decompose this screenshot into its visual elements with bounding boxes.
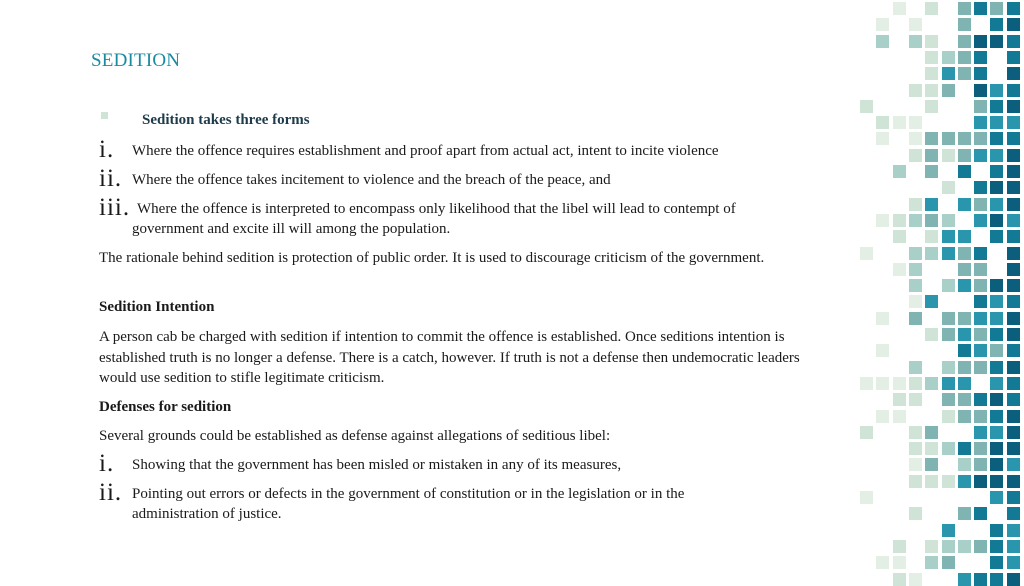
- mosaic-tile: [974, 263, 987, 276]
- mosaic-tile: [909, 35, 922, 48]
- mosaic-tile: [1007, 18, 1020, 31]
- mosaic-tile: [1007, 2, 1020, 15]
- mosaic-tile: [909, 214, 922, 227]
- mosaic-tile: [990, 540, 1003, 553]
- mosaic-tile: [1007, 279, 1020, 292]
- mosaic-tile: [990, 149, 1003, 162]
- mosaic-tile: [860, 426, 873, 439]
- mosaic-tile: [942, 475, 955, 488]
- mosaic-tile: [958, 35, 971, 48]
- mosaic-tile: [942, 410, 955, 423]
- mosaic-tile: [974, 247, 987, 260]
- mosaic-tile: [974, 35, 987, 48]
- mosaic-tile: [925, 2, 938, 15]
- mosaic-tile: [958, 149, 971, 162]
- form-item-3-line-2: government and excite ill will among the population.: [132, 221, 451, 237]
- mosaic-tile: [942, 247, 955, 260]
- mosaic-tile: [990, 279, 1003, 292]
- mosaic-tile: [925, 556, 938, 569]
- mosaic-tile: [909, 132, 922, 145]
- mosaic-tile: [876, 312, 889, 325]
- mosaic-tile: [958, 328, 971, 341]
- mosaic-tile: [974, 344, 987, 357]
- mosaic-tile: [974, 67, 987, 80]
- mosaic-tile: [990, 442, 1003, 455]
- mosaic-tile: [958, 442, 971, 455]
- mosaic-tile: [958, 393, 971, 406]
- mosaic-tile: [990, 361, 1003, 374]
- mosaic-tile: [893, 410, 906, 423]
- mosaic-tile: [909, 458, 922, 471]
- mosaic-tile: [990, 214, 1003, 227]
- numeral-i: i.: [99, 136, 115, 163]
- mosaic-tile: [974, 84, 987, 97]
- mosaic-tile: [990, 556, 1003, 569]
- mosaic-tile: [1007, 328, 1020, 341]
- mosaic-tile: [990, 198, 1003, 211]
- defense-item-2-line-2: administration of justice.: [132, 506, 282, 522]
- intention-heading: Sedition Intention: [99, 299, 215, 315]
- mosaic-tile: [893, 165, 906, 178]
- form-item-2: Where the offence takes incitement to violence and the breach of the peace, and: [132, 172, 611, 188]
- mosaic-tile: [990, 328, 1003, 341]
- mosaic-tile: [974, 328, 987, 341]
- mosaic-tile: [990, 230, 1003, 243]
- mosaic-tile: [925, 198, 938, 211]
- mosaic-tile: [974, 393, 987, 406]
- mosaic-tile: [1007, 377, 1020, 390]
- mosaic-tile: [958, 507, 971, 520]
- mosaic-tile: [958, 198, 971, 211]
- mosaic-tile: [974, 573, 987, 586]
- mosaic-tile: [1007, 247, 1020, 260]
- mosaic-tile: [958, 361, 971, 374]
- rationale-paragraph: The rationale behind sedition is protection of public order. It is used to discourage criticism of the government.: [99, 250, 765, 266]
- mosaic-tile: [990, 116, 1003, 129]
- mosaic-tile: [909, 507, 922, 520]
- mosaic-tile: [958, 377, 971, 390]
- mosaic-tile: [909, 393, 922, 406]
- mosaic-tile: [942, 279, 955, 292]
- mosaic-tile: [974, 132, 987, 145]
- mosaic-tile: [909, 377, 922, 390]
- mosaic-tile: [1007, 230, 1020, 243]
- mosaic-tile: [909, 312, 922, 325]
- mosaic-tile: [860, 491, 873, 504]
- mosaic-tile: [925, 149, 938, 162]
- mosaic-tile: [1007, 540, 1020, 553]
- mosaic-tile: [958, 67, 971, 80]
- numeral-ii: ii.: [99, 165, 123, 192]
- mosaic-tile: [974, 198, 987, 211]
- mosaic-tile: [925, 132, 938, 145]
- mosaic-tile: [974, 507, 987, 520]
- mosaic-tile: [958, 132, 971, 145]
- mosaic-tile: [1007, 51, 1020, 64]
- mosaic-tile: [990, 393, 1003, 406]
- mosaic-tile: [909, 279, 922, 292]
- mosaic-tile: [942, 132, 955, 145]
- mosaic-tile: [1007, 442, 1020, 455]
- defense-numeral-ii: ii.: [99, 479, 123, 506]
- mosaic-tile: [925, 540, 938, 553]
- mosaic-tile: [942, 51, 955, 64]
- mosaic-tile: [876, 214, 889, 227]
- bullet-square-icon: [101, 112, 108, 119]
- mosaic-tile: [893, 116, 906, 129]
- mosaic-tile: [990, 312, 1003, 325]
- mosaic-tile: [990, 377, 1003, 390]
- mosaic-tile: [974, 442, 987, 455]
- mosaic-tile: [909, 442, 922, 455]
- mosaic-tile: [860, 377, 873, 390]
- mosaic-tile: [942, 540, 955, 553]
- mosaic-tile: [925, 458, 938, 471]
- mosaic-tile: [909, 149, 922, 162]
- mosaic-tile: [1007, 116, 1020, 129]
- mosaic-tile: [876, 116, 889, 129]
- mosaic-tile: [942, 230, 955, 243]
- mosaic-tile: [990, 132, 1003, 145]
- mosaic-tile: [974, 2, 987, 15]
- defenses-heading: Defenses for sedition: [99, 399, 232, 415]
- mosaic-tile: [990, 295, 1003, 308]
- mosaic-tile: [942, 181, 955, 194]
- mosaic-tile: [942, 84, 955, 97]
- mosaic-tile: [958, 2, 971, 15]
- mosaic-tile: [925, 67, 938, 80]
- mosaic-tile: [942, 393, 955, 406]
- defense-numeral-i: i.: [99, 450, 115, 477]
- mosaic-tile: [990, 181, 1003, 194]
- mosaic-tile: [1007, 214, 1020, 227]
- mosaic-tile: [909, 18, 922, 31]
- mosaic-tile: [876, 18, 889, 31]
- mosaic-tile: [1007, 344, 1020, 357]
- mosaic-tile: [909, 426, 922, 439]
- mosaic-tile: [925, 214, 938, 227]
- mosaic-tile: [974, 410, 987, 423]
- mosaic-tile: [990, 84, 1003, 97]
- mosaic-tile: [990, 410, 1003, 423]
- mosaic-tile: [990, 573, 1003, 586]
- mosaic-tile: [958, 263, 971, 276]
- mosaic-tile: [942, 67, 955, 80]
- mosaic-tile: [942, 149, 955, 162]
- mosaic-tile: [942, 377, 955, 390]
- mosaic-tile: [925, 165, 938, 178]
- mosaic-tile: [876, 344, 889, 357]
- mosaic-tile: [958, 247, 971, 260]
- mosaic-tile: [958, 18, 971, 31]
- mosaic-tile: [860, 247, 873, 260]
- mosaic-tile: [1007, 475, 1020, 488]
- mosaic-tile: [974, 475, 987, 488]
- mosaic-tile: [958, 458, 971, 471]
- mosaic-tile: [958, 51, 971, 64]
- mosaic-tile: [909, 116, 922, 129]
- mosaic-tile: [990, 458, 1003, 471]
- mosaic-tile: [974, 426, 987, 439]
- forms-heading: Sedition takes three forms: [142, 112, 310, 128]
- mosaic-tile: [958, 344, 971, 357]
- mosaic-tile: [925, 247, 938, 260]
- mosaic-tile: [1007, 312, 1020, 325]
- mosaic-tile: [925, 475, 938, 488]
- mosaic-tile: [958, 312, 971, 325]
- mosaic-tile: [909, 247, 922, 260]
- mosaic-tile: [990, 100, 1003, 113]
- mosaic-tile: [1007, 458, 1020, 471]
- mosaic-tile: [942, 312, 955, 325]
- mosaic-tile: [1007, 84, 1020, 97]
- mosaic-tile: [942, 556, 955, 569]
- defenses-intro: Several grounds could be established as defense against allegations of seditious libel:: [99, 428, 611, 444]
- mosaic-tile: [958, 279, 971, 292]
- mosaic-tile: [1007, 35, 1020, 48]
- mosaic-tile: [1007, 149, 1020, 162]
- mosaic-tile: [1007, 573, 1020, 586]
- mosaic-tile: [893, 377, 906, 390]
- mosaic-tile: [974, 149, 987, 162]
- mosaic-tile: [990, 165, 1003, 178]
- mosaic-tile: [876, 132, 889, 145]
- mosaic-tile: [876, 377, 889, 390]
- mosaic-tile: [925, 84, 938, 97]
- intention-paragraph: A person cab be charged with sedition if intention to commit the offence is established. Once seditions intention is established truth is no longer a defense. There is a catch, however. If truth is not a defense then undemocratic leaders would use sedition to stifle legitimate criticism.: [99, 329, 800, 386]
- mosaic-tile: [990, 524, 1003, 537]
- mosaic-tile: [974, 458, 987, 471]
- mosaic-tile: [893, 573, 906, 586]
- mosaic-tile: [990, 2, 1003, 15]
- mosaic-tile: [1007, 295, 1020, 308]
- numeral-iii: iii.: [99, 194, 131, 221]
- mosaic-tile: [990, 344, 1003, 357]
- mosaic-tile: [974, 214, 987, 227]
- mosaic-tile: [925, 295, 938, 308]
- mosaic-tile: [893, 540, 906, 553]
- mosaic-tile: [876, 410, 889, 423]
- mosaic-tile: [990, 35, 1003, 48]
- mosaic-tile: [974, 100, 987, 113]
- mosaic-tile: [974, 51, 987, 64]
- mosaic-tile: [893, 263, 906, 276]
- mosaic-tile: [974, 540, 987, 553]
- mosaic-tile: [893, 556, 906, 569]
- mosaic-tile: [909, 198, 922, 211]
- mosaic-tile: [1007, 507, 1020, 520]
- mosaic-tile: [990, 426, 1003, 439]
- mosaic-tile: [1007, 524, 1020, 537]
- mosaic-tile: [974, 295, 987, 308]
- mosaic-tile: [1007, 100, 1020, 113]
- mosaic-tile: [1007, 198, 1020, 211]
- mosaic-tile: [942, 214, 955, 227]
- mosaic-tile: [1007, 263, 1020, 276]
- mosaic-tile: [958, 475, 971, 488]
- mosaic-tile: [990, 18, 1003, 31]
- mosaic-tile: [942, 442, 955, 455]
- mosaic-tile: [958, 165, 971, 178]
- mosaic-tile: [893, 214, 906, 227]
- mosaic-tile: [925, 35, 938, 48]
- mosaic-tile: [974, 181, 987, 194]
- defense-item-2-line-1: Pointing out errors or defects in the government of constitution or in the legislation or in the: [132, 486, 685, 502]
- mosaic-tile: [942, 361, 955, 374]
- mosaic-tile: [893, 230, 906, 243]
- mosaic-tile: [1007, 132, 1020, 145]
- mosaic-tile: [925, 442, 938, 455]
- mosaic-tile: [925, 328, 938, 341]
- mosaic-tile: [909, 573, 922, 586]
- mosaic-tile: [925, 377, 938, 390]
- mosaic-tile: [1007, 67, 1020, 80]
- mosaic-tile: [942, 524, 955, 537]
- mosaic-tile: [1007, 393, 1020, 406]
- mosaic-tile: [974, 279, 987, 292]
- mosaic-tile: [909, 475, 922, 488]
- mosaic-tile: [893, 2, 906, 15]
- decorative-tile-mosaic: [860, 0, 1024, 576]
- mosaic-tile: [876, 35, 889, 48]
- mosaic-tile: [958, 573, 971, 586]
- defense-item-1: Showing that the government has been misled or mistaken in any of its measures,: [132, 457, 622, 473]
- mosaic-tile: [990, 491, 1003, 504]
- mosaic-tile: [958, 230, 971, 243]
- mosaic-tile: [909, 361, 922, 374]
- mosaic-tile: [860, 100, 873, 113]
- mosaic-tile: [1007, 410, 1020, 423]
- mosaic-tile: [909, 84, 922, 97]
- mosaic-tile: [1007, 556, 1020, 569]
- mosaic-tile: [974, 312, 987, 325]
- mosaic-tile: [925, 230, 938, 243]
- mosaic-tile: [942, 328, 955, 341]
- mosaic-tile: [925, 51, 938, 64]
- mosaic-tile: [974, 361, 987, 374]
- mosaic-tile: [925, 100, 938, 113]
- form-item-1: Where the offence requires establishment and proof apart from actual act, intent to incite violence: [132, 143, 719, 159]
- slide-title: SEDITION: [91, 50, 181, 71]
- mosaic-tile: [1007, 491, 1020, 504]
- mosaic-tile: [909, 295, 922, 308]
- mosaic-tile: [1007, 181, 1020, 194]
- mosaic-tile: [1007, 426, 1020, 439]
- mosaic-tile: [990, 475, 1003, 488]
- mosaic-tile: [909, 263, 922, 276]
- mosaic-tile: [893, 393, 906, 406]
- mosaic-tile: [876, 556, 889, 569]
- mosaic-tile: [1007, 165, 1020, 178]
- form-item-3-line-1: Where the offence is interpreted to encompass only likelihood that the libel will lead to contempt of: [137, 201, 736, 217]
- mosaic-tile: [974, 116, 987, 129]
- mosaic-tile: [1007, 361, 1020, 374]
- mosaic-tile: [925, 426, 938, 439]
- mosaic-tile: [958, 540, 971, 553]
- mosaic-tile: [958, 410, 971, 423]
